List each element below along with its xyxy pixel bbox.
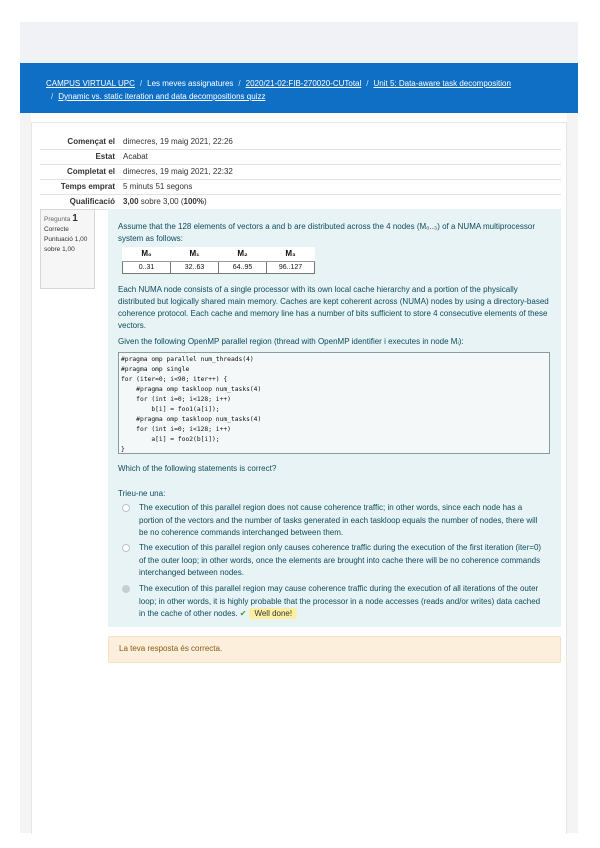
attempt-summary-table [40,134,561,210]
breadcrumb-campus-link[interactable]: CAMPUS VIRTUAL UPC [46,79,135,88]
feedback-box [108,636,561,663]
well-done-badge: Well done! [249,608,297,619]
answer-text: The execution of this parallel region does not cause coherence traffic; in other words, since each node has a portion of the vectors and the number of tasks generated in each taskloop equals the number of nodes, there will be no coherence commands interchanged between them. [139,503,538,537]
radio-button[interactable] [122,504,130,512]
grade-percent: 100% [183,197,204,206]
code-line: } [121,446,125,453]
grade-out-of: sobre 3,00 ( [138,197,184,206]
breadcrumb-my-courses[interactable]: Les meves assignatures [147,79,234,88]
breadcrumb [46,77,566,103]
question-state: Correcte [44,226,69,233]
answer-text: The execution of this parallel region may cause coherence traffic during the execution of all iterations of the outer loop; in other words, it is highly probable that the processor in a node accesses (reads and/or writes) data cached in the cache of other nodes. [139,584,541,618]
question-content [108,209,561,627]
summary-key: Començat el [40,134,119,149]
question-label: Pregunta [44,216,71,223]
code-line: #pragma omp parallel num_threads(4) [121,356,254,363]
question-prompt: Which of the following statements is correct? [118,464,277,473]
code-line: #pragma omp taskloop num_tasks(4) [121,386,262,393]
question-intro: Assume that the 128 elements of vectors a and b are distributed across the 4 nodes (M₀..₃) of a NUMA multiprocessor system as follows: [118,222,535,243]
radio-button[interactable] [122,544,130,552]
answer-option-a[interactable] [122,502,548,540]
question-info-panel [40,209,95,289]
numa-header: M₀ [123,247,171,261]
numa-range: 32..63 [171,261,219,273]
grade-close: ) [203,197,207,206]
answer-option-b[interactable] [122,542,548,580]
code-line: #pragma omp single [121,366,190,373]
summary-row [40,164,561,179]
code-line: #pragma omp taskloop num_tasks(4) [121,416,262,423]
question-mark: Puntuació 1,00 sobre 1,00 [44,236,88,253]
code-line: for (iter=0; i<90; iter++) { [121,376,228,383]
numa-header: M₁ [171,247,219,261]
numa-header: M₃ [267,247,315,261]
summary-key: Estat [40,149,119,164]
summary-key: Completat el [40,164,119,179]
summary-value: 5 minuts 51 segons [119,179,561,194]
page-header [20,63,578,113]
right-gutter [567,113,578,833]
answer-text-block [122,583,548,621]
summary-value: dimecres, 19 maig 2021, 22:26 [119,134,561,149]
numa-header-row [123,247,315,261]
breadcrumb-unit-link[interactable]: Unit 5: Data-aware task decomposition [373,79,511,88]
breadcrumb-separator: / [139,79,143,88]
numa-range: 96..127 [267,261,315,273]
breadcrumb-separator: / [238,79,241,88]
numa-range: 64..95 [219,261,267,273]
numa-range: 0..31 [123,261,171,273]
answer-option-c[interactable] [122,583,548,621]
summary-key: Qualificació [40,194,119,209]
question-given: Given the following OpenMP parallel region (thread with OpenMP identifier i executes in node Mᵢ): [118,337,464,346]
breadcrumb-separator: / [366,79,369,88]
summary-value: dimecres, 19 maig 2021, 22:32 [119,164,561,179]
code-line: b[i] = foo1(a[i]); [121,406,220,413]
left-gutter [20,113,31,833]
summary-row [40,194,561,209]
summary-row [40,134,561,149]
numa-value-row [123,261,315,273]
code-line: a[i] = foo2(b[i]); [121,436,220,443]
numa-header: M₂ [219,247,267,261]
breadcrumb-quiz-link[interactable]: Dynamic vs. static iteration and data decompositions quizz [58,92,266,101]
radio-button-selected[interactable] [122,585,130,593]
answer-text: The execution of this parallel region only causes coherence traffic during the execution of the first iteration (iter=0) of the outer loop; in other words, once the elements are brought into cache there will be no coherence commands interchanged between nodes. [139,543,542,577]
breadcrumb-course-link[interactable]: 2020/21-02:FIB-270020-CUTotal [245,79,362,88]
question-number [44,214,91,225]
grade-value [119,194,561,209]
code-line: for (int i=0; i<128; i++) [121,396,231,403]
summary-key: Temps emprat [40,179,119,194]
breadcrumb-separator: / [51,92,54,101]
grade-score: 3,00 [123,197,139,206]
code-line: for (int i=0; i<128; i++) [121,426,231,433]
summary-row [40,179,561,194]
summary-row [40,149,561,164]
summary-value: Acabat [119,149,561,164]
numa-distribution-table [122,247,315,274]
checkmark-icon: ✔ [239,609,247,618]
code-block [118,352,550,454]
question-description: Each NUMA node consists of a single processor with its own local cache hierarchy and a portion of the physically distributed but logically shared main memory. Caches are kept coherent across (NUMA) nodes by using a directory-based coherence protocol. Each cache and memory line has a number of bits sufficient to store 4 consecutive elements of these vectors. [118,285,549,330]
feedback-text: La teva resposta és correcta. [119,644,223,653]
choose-one-label: Trieu-ne una: [118,489,166,498]
top-navbar [20,22,578,63]
question-number-value: 1 [72,213,78,224]
